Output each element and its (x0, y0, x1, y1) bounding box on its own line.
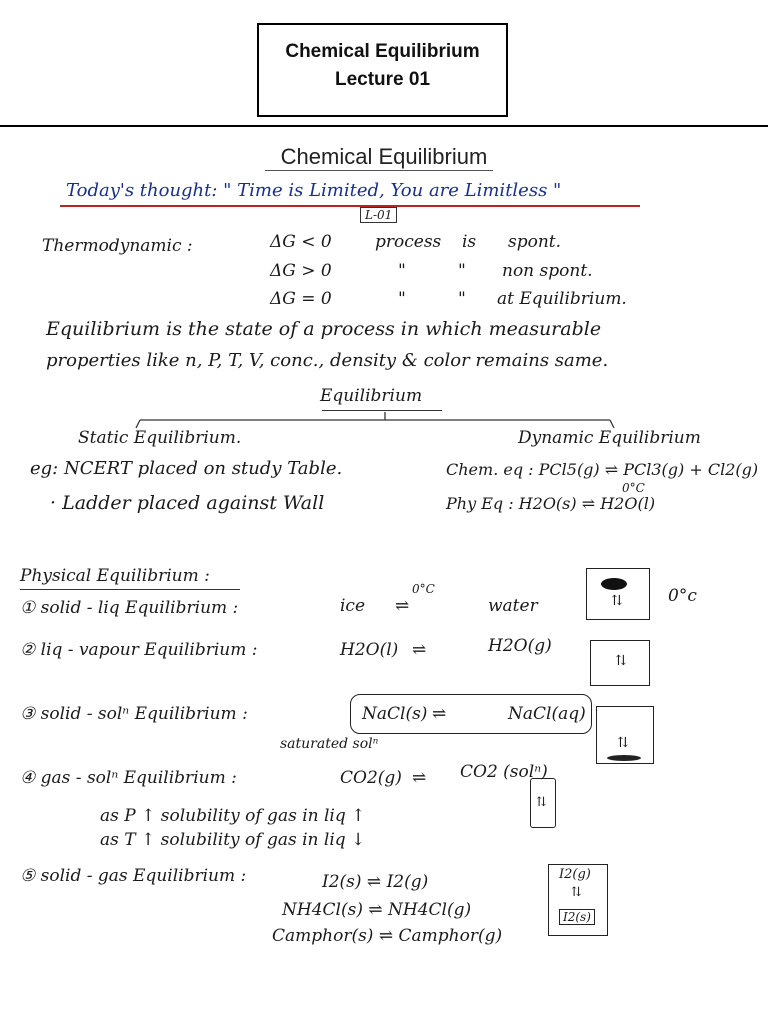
item-4-label: ④ gas - solⁿ Equilibrium : (20, 768, 237, 788)
static-example-2: · Ladder placed against Wall (50, 492, 325, 514)
chem-equilibrium: Chem. eq : PCl5(g) ⇌ PCl3(g) + Cl2(g) (446, 460, 759, 479)
item-3-left: NaCl(s) (362, 704, 428, 724)
thermo-c-2: non spont. (502, 261, 593, 281)
item-1-cond: 0°C (412, 582, 435, 596)
item-2-left: H2O(l) (340, 640, 399, 660)
item-4-right: CO2 (solⁿ) (460, 762, 548, 782)
notes-title: Chemical Equilibrium (280, 144, 488, 169)
sublimation-gas-label: I2(g) (559, 867, 591, 882)
lecture-tag: L-01 (360, 207, 397, 223)
static-heading: Static Equilibrium. (78, 428, 242, 448)
dynamic-heading: Dynamic Equilibrium (518, 428, 701, 448)
item-5-label: ⑤ solid - gas Equilibrium : (20, 866, 247, 886)
gas-note-2: as T ↑ solubility of gas in liq ↓ (100, 830, 366, 850)
thermo-c-3: at Equilibrium. (497, 289, 627, 309)
item-3-right: NaCl(aq) (508, 704, 586, 724)
thermo-cond-2: ΔG > 0 (270, 261, 332, 281)
header-divider (0, 125, 768, 127)
saturated-solution-beaker: ⇅ (596, 706, 654, 764)
equilibrium-heading: Equilibrium (320, 386, 423, 406)
soda-bottle: ⇅ (530, 778, 556, 828)
definition-line-1: Equilibrium is the state of a process in which measurable (46, 318, 602, 340)
physical-heading: Physical Equilibrium : (20, 566, 210, 586)
lecture-title: Chemical Equilibrium (285, 41, 480, 62)
thought-underline (60, 205, 640, 207)
saturated-solution-note: saturated solⁿ (280, 736, 379, 752)
item-1-label: ① solid - liq Equilibrium : (20, 598, 239, 618)
item-1-arrow: ⇌ (395, 596, 410, 616)
solid-gas-eq-2: NH4Cl(s) ⇌ NH4Cl(g) (282, 900, 472, 920)
title-underline (265, 170, 493, 171)
lecture-title-box (257, 23, 508, 117)
thermo-cond-3: ΔG = 0 (270, 289, 332, 309)
thermo-c-1: spont. (508, 232, 562, 252)
static-example-1: eg: NCERT placed on study Table. (30, 458, 343, 479)
definition-line-2: properties like n, P, T, V, conc., density & color remains same. (46, 350, 609, 371)
thermo-b-3: " (458, 289, 466, 309)
thermo-cond-1: ΔG < 0 (270, 232, 332, 252)
ice-water-beaker: ⇅ (586, 568, 650, 620)
item-1-side: 0°c (668, 586, 697, 606)
item-2-arrow: ⇌ (412, 640, 427, 660)
item-4-arrow: ⇌ (412, 768, 427, 788)
todays-thought: Today's thought: " Time is Limited, You are Limitless " (66, 180, 562, 201)
item-2-label: ② liq - vapour Equilibrium : (20, 640, 258, 660)
sublimation-box: I2(g) ⇅ I2(s) (548, 864, 608, 936)
thermo-a-2: " (398, 261, 406, 281)
solid-gas-eq-3: Camphor(s) ⇌ Camphor(g) (272, 926, 503, 946)
gas-note-1: as P ↑ solubility of gas in liq ↑ (100, 806, 366, 826)
item-4-left: CO2(g) (340, 768, 402, 788)
sublimation-solid-label: I2(s) (559, 909, 595, 925)
item-2-right: H2O(g) (488, 636, 552, 656)
thermo-a-1: process (375, 232, 442, 252)
thermo-b-1: is (462, 232, 477, 252)
item-1-left: ice (340, 596, 366, 616)
item-3-arrow: ⇌ (432, 704, 447, 724)
vapour-beaker: ⇅ (590, 640, 650, 686)
thermo-label: Thermodynamic : (42, 236, 193, 256)
item-1-right: water (488, 596, 538, 616)
solid-gas-eq-1: I2(s) ⇌ I2(g) (322, 872, 429, 892)
phy-condition: 0°C (622, 481, 645, 495)
item-3-label: ③ solid - solⁿ Equilibrium : (20, 704, 248, 724)
lecture-number: Lecture 01 (334, 69, 431, 90)
thermo-b-2: " (458, 261, 466, 281)
physical-underline (20, 589, 240, 590)
phy-equilibrium: Phy Eq : H2O(s) ⇌ H2O(l) (446, 494, 656, 513)
thermo-a-3: " (398, 289, 406, 309)
